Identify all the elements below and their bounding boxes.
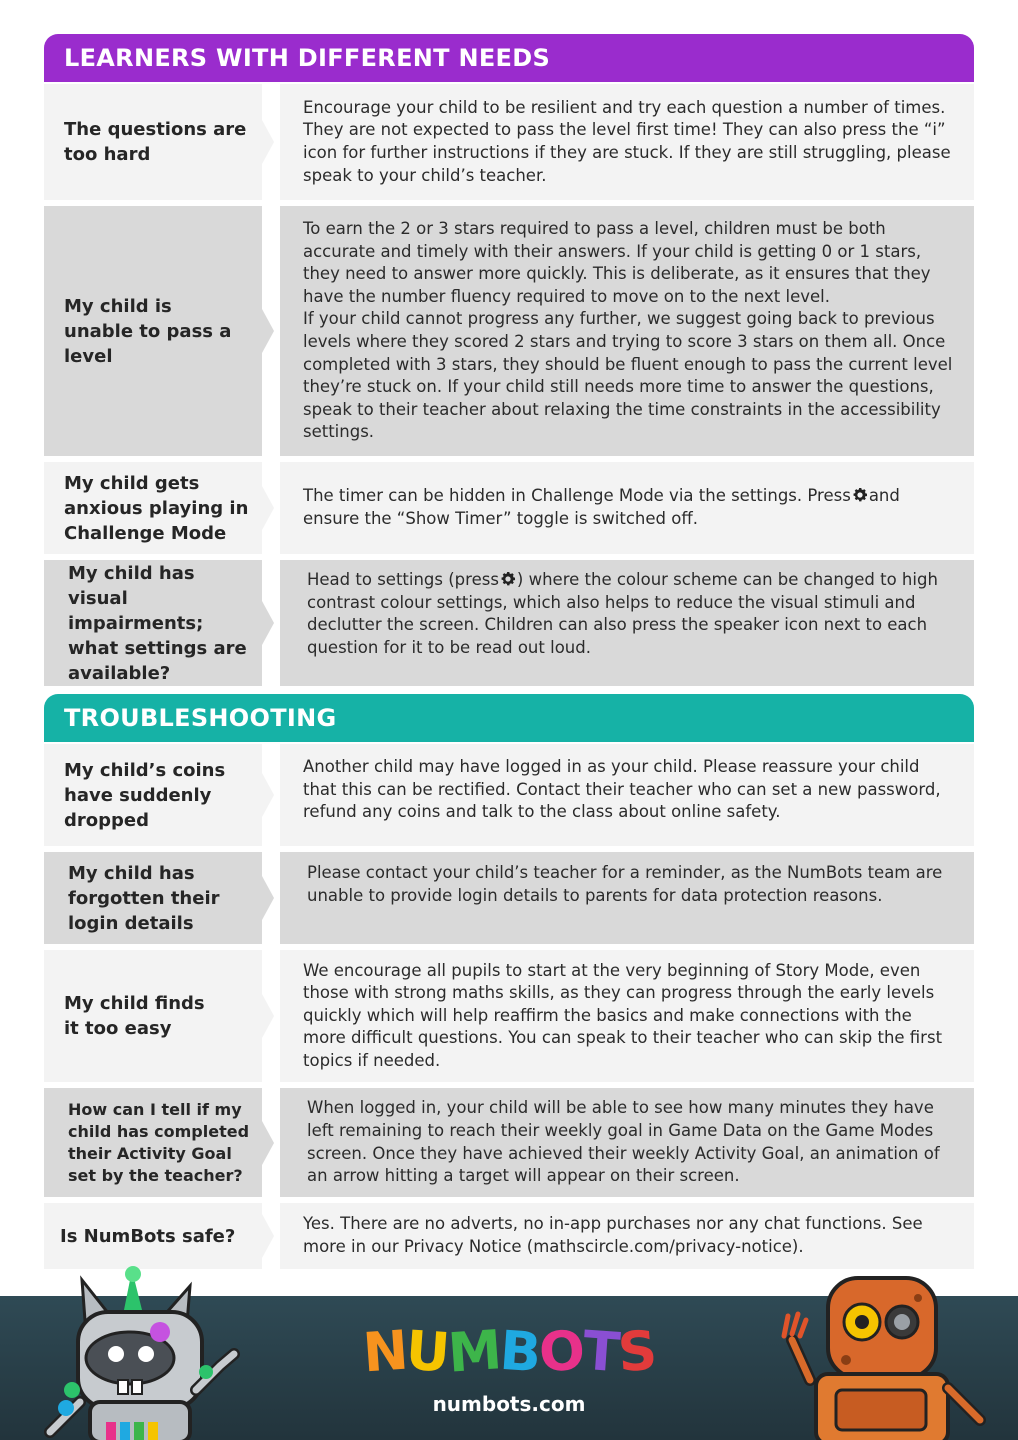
- faq-question: My child’s coins have suddenly dropped: [44, 744, 262, 846]
- faq-answer: Please contact your child’s teacher for a reminder, as the NumBots team are unable to provide login details to parents for data protection reasons.: [280, 852, 974, 944]
- faq-row: [44, 852, 974, 944]
- website-link[interactable]: numbots.com: [432, 1392, 586, 1416]
- arrow-icon: [262, 601, 274, 645]
- gear-icon: [499, 570, 517, 588]
- faq-question: [44, 206, 262, 456]
- faq-question: The questions are too hard: [44, 84, 262, 200]
- numbots-logo: [0, 1320, 1018, 1383]
- faq-row: [44, 744, 974, 846]
- faq-answer-text: The timer can be hidden in Challenge Mode via the settings. Press: [303, 486, 851, 506]
- gear-icon: [851, 486, 869, 504]
- arrow-icon: [262, 773, 274, 817]
- faq-answer: Encourage your child to be resilient and try each question a number of times. They are not expected to pass the level first time! They can also press the “i” icon for further instructions if they are stuck. If they are still struggling, please speak to your child’s teacher.: [280, 84, 974, 200]
- faq-row: [44, 1203, 974, 1269]
- faq-question: My child has visual impairments; what settings are available?: [44, 560, 262, 686]
- faq-question: My child has forgotten their login details: [44, 852, 262, 944]
- section-title: LEARNERS WITH DIFFERENT NEEDS: [64, 44, 551, 72]
- faq-answer-text: ) where the colour scheme can be changed to high contrast colour settings, which also helps to reduce the visual stimuli and declutter the screen. Children can also press the speaker icon next to each question for it to be read out loud.: [307, 570, 938, 657]
- faq-answer: Another child may have logged in as your child. Please reassure your child that this can be rectified. Contact their teacher who can set a new password, refund any coins and talk to the class about online safety.: [280, 744, 974, 846]
- section-header-learners: [44, 34, 974, 82]
- faq-row: [44, 462, 974, 554]
- faq-answer: [280, 462, 974, 554]
- faq-row: [44, 206, 974, 456]
- faq-answer: We encourage all pupils to start at the very beginning of Story Mode, even those with strong maths skills, as they can progress through the early levels quickly which will help reaffirm the basics and make connections with the more difficult questions. You can speak to their teacher who can skip the first topics if needed.: [280, 950, 974, 1082]
- faq-question: [44, 950, 262, 1082]
- arrow-icon: [262, 994, 274, 1038]
- faq-answer: When logged in, your child will be able to see how many minutes they have left remaining to reach their weekly goal in Game Data on the Game Modes screen. Once they have achieved their weekly Activity Goal, an animation of an arrow hitting a target will appear on their screen.: [280, 1088, 974, 1197]
- faq-row: [44, 950, 974, 1082]
- faq-question-text: My child is unable to pass a level: [64, 295, 232, 367]
- logo-letter: S: [615, 1318, 657, 1385]
- logo-letter: M: [446, 1318, 503, 1385]
- faq-answer-paragraph: To earn the 2 or 3 stars required to pass a level, children must be both accurate and timely with their answers. If your child is getting 0 or 1 stars, they need to answer more quickly. This is deliberate, as it ensures that they have the number fluency required to move on to the next level.: [303, 219, 931, 306]
- faq-row: [44, 84, 974, 200]
- faq-row: [44, 560, 974, 686]
- logo-letter: N: [361, 1318, 409, 1385]
- faq-question: How can I tell if my child has completed their Activity Goal set by the teacher?: [44, 1088, 262, 1197]
- faq-answer: Yes. There are no adverts, no in-app purchases nor any chat functions. See more in our Privacy Notice (mathscircle.com/privacy-notice).: [280, 1203, 974, 1269]
- arrow-icon: [262, 1121, 274, 1165]
- faq-row: [44, 1088, 974, 1197]
- arrow-icon: [262, 486, 274, 530]
- arrow-icon: [262, 309, 274, 353]
- faq-question: Is NumBots safe?: [44, 1203, 262, 1269]
- faq-question-text: My child finds it too easy: [64, 993, 205, 1039]
- arrow-icon: [262, 120, 274, 164]
- logo-letter: O: [537, 1318, 586, 1385]
- logo-letter: U: [404, 1318, 451, 1385]
- faq-answer-paragraph: If your child cannot progress any further, we suggest going back to previous levels where they scored 2 stars and trying to score 3 stars on them all. Once completed with 3 stars, they should be fluent enough to pass the current level they’re stuck on. If your child still needs more time to answer the questions, speak to their teacher about relaxing the time constraints in the accessibility settings.: [303, 309, 953, 442]
- arrow-icon: [262, 876, 274, 920]
- faq-answer-text: Head to settings (press: [307, 570, 499, 589]
- section-title: TROUBLESHOOTING: [64, 704, 337, 732]
- faq-question: My child gets anxious playing in Challenge Mode: [44, 462, 262, 554]
- section-header-troubleshooting: [44, 694, 974, 742]
- faq-answer: [280, 560, 974, 686]
- logo-letter: T: [580, 1318, 621, 1385]
- arrow-icon: [262, 1214, 274, 1258]
- faq-answer-text: and ensure the “Show Timer” toggle is switched off.: [303, 486, 900, 528]
- logo-letter: B: [497, 1318, 542, 1385]
- faq-answer: [280, 206, 974, 456]
